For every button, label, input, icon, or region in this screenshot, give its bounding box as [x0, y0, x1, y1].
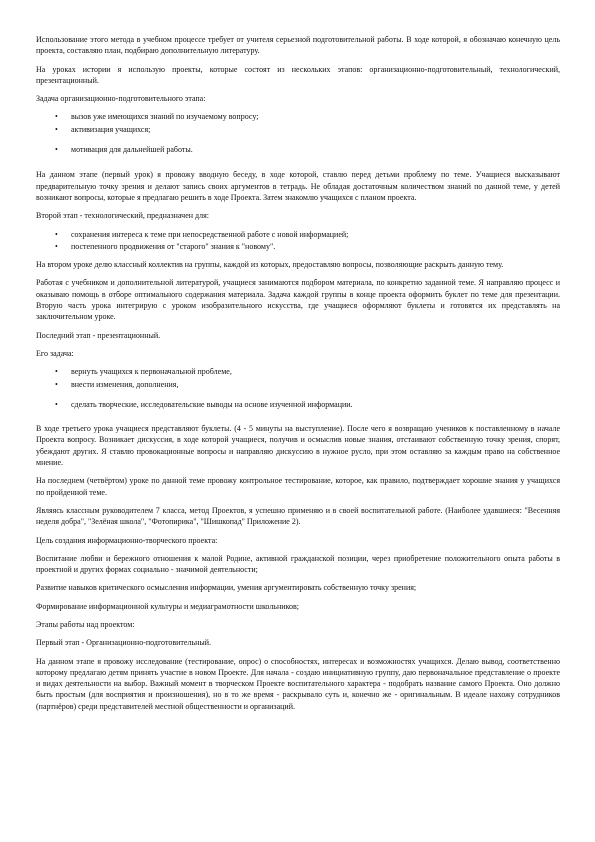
bullet-icon: • [55, 112, 58, 122]
paragraph: Задача организационно-подготовительного этапа: [36, 94, 206, 104]
list-item: • вызов уже имеющихся знаний по изучаемому вопросу; [55, 112, 259, 122]
list-item: • активизация учащихся; [55, 124, 151, 134]
list-item: • внести изменения, дополнения, [55, 379, 179, 389]
paragraph: Последний этап - презентационный. [36, 330, 161, 340]
document-body [36, 34, 560, 719]
paragraph: Второй этап - технологический, предназначен для: [36, 211, 209, 221]
paragraph: На последнем (четвёртом) уроке по данной теме провожу контрольное тестирование, которое, как правило, подтверждает хорошие знания у учащихся по пройденной теме. [36, 476, 560, 497]
list-item: • мотивация для дальнейшей работы. [55, 145, 193, 155]
bullet-icon: • [55, 241, 58, 251]
bullet-icon: • [55, 229, 58, 239]
bullet-icon: • [55, 379, 58, 389]
paragraph: Первый этап - Организационно-подготовительный. [36, 638, 212, 648]
paragraph: Его задача: [36, 348, 74, 358]
paragraph: Воспитание любви и бережного отношения к малой Родине, активной гражданской позиции, через приобретение положительного опыта работы в проектной и других формах социально - значимой деятельности; [36, 553, 560, 575]
paragraph: Развитие навыков критического осмысления информации, умения аргументировать собственную точку зрения; [36, 583, 417, 593]
list-item: • вернуть учащихся к первоначальной проблеме, [55, 367, 232, 377]
bullet-icon: • [55, 367, 58, 377]
paragraph: На уроках истории я использую проекты, которые состоят из нескольких этапов: организационно-подготовительный, технологический, презентационный. [36, 64, 560, 85]
bullet-list-org-tasks [36, 111, 560, 155]
bullet-icon: • [55, 124, 58, 134]
paragraph: Этапы работы над проектом: [36, 619, 135, 629]
paragraph: Цель создания информационно-творческого проекта: [36, 535, 218, 545]
paragraph: Использование этого метода в учебном процессе требует от учителя серьезной подготовительной работы. В ходе которой, я обозначаю конечную цель проекта, составляю план, подбираю дополнительную литературу. [36, 35, 560, 56]
paragraph: Работая с учебником и дополнительной литературой, учащиеся занимаются подбором материала, по конкретно заданной теме. Я направляю процесс и оказываю помощь в отборе оптимального содержания материала. Задача каждой группы в конце проекта оформить буклет по теме для презентации. Вторую часть урока интегрирую с уроком изобразительного искусства, где учащиеся оформляют буклеты и готовятся их представлять на заключительном уроке. [36, 278, 560, 322]
list-item: • сохранения интереса к теме при непосредственной работе с новой информацией; [55, 229, 349, 239]
bullet-list-presentation-tasks [36, 366, 560, 410]
bullet-list-tech-stage [36, 229, 560, 253]
list-item: • сделать творческие, исследовательские выводы на основе изученной информации. [55, 399, 353, 409]
paragraph: На данном этапе я провожу исследование (тестирование, опрос) о способностях, интересах и возможностях учащихся. Делаю вывод, соответственно которому предлагаю детям принять участие в новом Проекте. Для начала - создаю инициативную группу, даю первоначальное представление о проекте и видах деятельности на выбор. Важный момент в творческом Проекте воспитательного характера - подобрать название самого Проекта. Оно должно быть простым (для восприятия и произношения), но в то же время - раскрывало суть и, конечно же - оригинальным. В идеале нахожу сотрудников (партнёров) среди представителей местной общественности и организаций. [36, 656, 560, 711]
paragraph: В ходе третьего урока учащиеся представляют буклеты. (4 - 5 минуты на выступление). После чего я возвращаю учеников к поставленному в начале Проекта вопросу. Возникает дискуссия, в ходе которой учащиеся, получив и осмыслив новые знания, отстаивают собственную точку зрения, спорят, убеждают других. Я ставлю провокационные вопросы и направляю дискуссию в нужное русло, при этом оставляю за каждым право на собственное мнение. [36, 424, 560, 468]
bullet-icon: • [55, 145, 58, 155]
paragraph: На втором уроке делю классный коллектив на группы, каждой из которых, предоставляю вопросы, позволяющие раскрыть данную тему. [36, 260, 504, 270]
bullet-icon: • [55, 399, 58, 409]
paragraph: Являясь классным руководителем 7 класса, метод Проектов, я успешно применяю и в своей воспитательной работе. (Наиболее удавшиеся: "Весенняя неделя добра", "Зелёная школа", "Фотопирика", "Шишкопад" Приложение 2). [36, 505, 560, 527]
paragraph: На данном этапе (первый урок) я провожу вводную беседу, в ходе которой, ставлю перед детьми проблему по теме. Учащиеся высказывают предварительную точку зрения и делают запись своих аргументов в тетрадь. Не обладая достаточным количеством знаний по данной теме, у детей возникают вопросы, которые я предлагаю решить в ходе Проекта. Затем знакомлю учащихся с планом проекта. [36, 170, 560, 202]
paragraph: Формирование информационной культуры и медиаграмотности школьников; [36, 601, 299, 611]
list-item: • постепенного продвижения от "старого" знания к "новому". [55, 241, 276, 251]
